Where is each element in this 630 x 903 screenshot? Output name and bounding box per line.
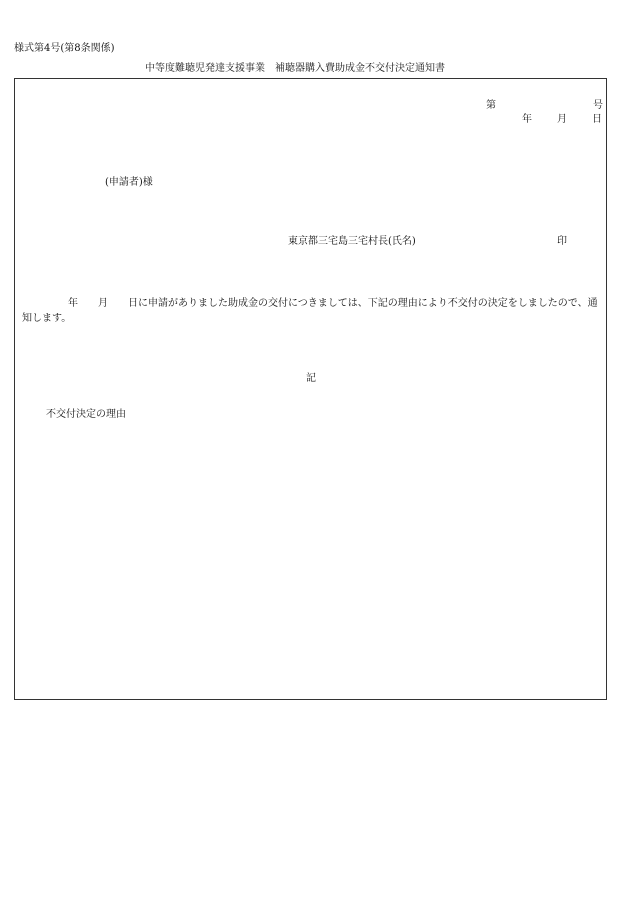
notice-frame	[14, 78, 607, 700]
ki-heading: 記	[306, 373, 316, 384]
reason-label: 不交付決定の理由	[46, 409, 126, 420]
form-number: 様式第4号(第8条関係)	[14, 43, 115, 54]
date-day-label: 日	[592, 114, 602, 125]
issue-number-suffix: 号	[593, 100, 603, 111]
date-month-label: 月	[557, 114, 567, 125]
document-title: 中等度難聴児発達支援事業 補聴器購入費助成金不交付決定通知書	[145, 63, 445, 74]
issuer-name: 東京都三宅島三宅村長(氏名)	[288, 236, 416, 247]
applicant-addressee: (申請者)様	[105, 177, 153, 188]
issue-number-prefix: 第	[486, 100, 496, 111]
seal-mark: 印	[557, 236, 567, 247]
date-year-label: 年	[522, 114, 532, 125]
notice-body-text: 年 月 日に申請がありました助成金の交付につきましては、下記の理由により不交付の決定をしましたので、通知します。	[22, 298, 598, 324]
